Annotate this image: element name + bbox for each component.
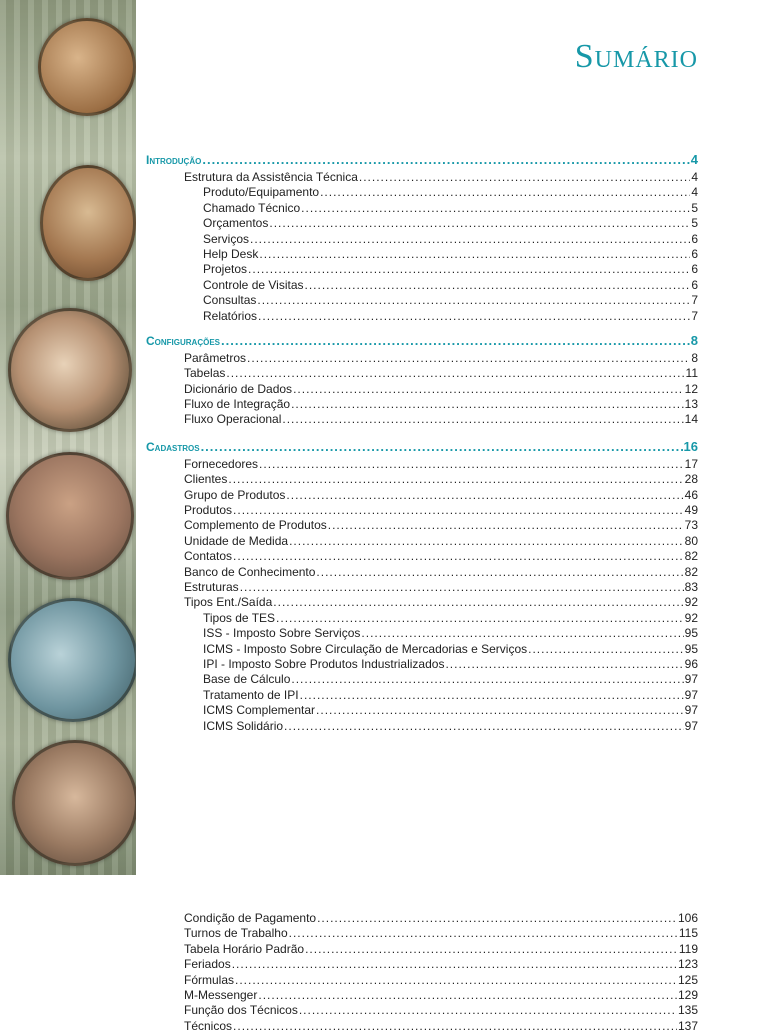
toc-entry-label: Fornecedores	[184, 456, 259, 471]
dot-leader	[233, 503, 684, 518]
dot-leader	[257, 293, 690, 308]
page-number: 97	[684, 672, 698, 687]
toc-entry-label: Tabelas	[184, 366, 226, 381]
page-number: 123	[677, 957, 698, 972]
dot-leader	[233, 1019, 677, 1034]
toc-entry-label: Feriados	[184, 957, 231, 972]
dot-leader	[259, 457, 684, 472]
toc-entry[interactable]	[146, 412, 698, 427]
dot-leader	[293, 382, 684, 397]
dot-leader	[201, 437, 683, 457]
page-number: 28	[684, 472, 698, 487]
toc-section-heading[interactable]	[146, 150, 698, 170]
toc-entry-label: Introdução	[146, 153, 202, 167]
dot-leader	[316, 565, 683, 580]
dot-leader	[528, 642, 684, 657]
toc-entry-label: Serviços	[203, 231, 250, 246]
toc-entry[interactable]	[146, 397, 698, 412]
dot-leader	[289, 534, 684, 549]
page-number: 7	[691, 293, 698, 308]
page-number: 96	[684, 656, 698, 671]
toc-entry-label: Fluxo de Integração	[184, 397, 291, 412]
toc-entry-label: Consultas	[203, 293, 257, 308]
dot-leader	[240, 580, 684, 595]
dot-leader	[232, 957, 677, 972]
dot-leader	[269, 216, 690, 231]
toc-entry[interactable]	[146, 309, 698, 324]
toc-entry[interactable]	[146, 988, 698, 1003]
toc-entry-label: Contatos	[184, 549, 233, 564]
toc-entry-label: Função dos Técnicos	[184, 1003, 298, 1018]
toc-entry-label: Relatórios	[203, 308, 258, 323]
dot-leader	[299, 1003, 677, 1018]
toc-entry[interactable]	[146, 1019, 698, 1034]
toc-entry-label: Banco de Conhecimento	[184, 564, 316, 579]
toc-entry[interactable]	[146, 595, 698, 610]
dot-leader	[235, 973, 677, 988]
page-number: 106	[677, 911, 698, 925]
toc-entry[interactable]	[146, 942, 698, 957]
dot-leader	[316, 703, 684, 718]
dot-leader	[305, 942, 678, 957]
toc-entry[interactable]	[146, 688, 698, 703]
page-number: 73	[684, 518, 698, 533]
page-number: 46	[684, 487, 698, 502]
toc-entry[interactable]	[146, 926, 698, 941]
dot-leader	[289, 926, 678, 941]
toc-entry[interactable]	[146, 642, 698, 657]
toc-entry-label: Tabela Horário Padrão	[184, 941, 305, 956]
toc-entry[interactable]	[146, 911, 698, 926]
toc-entry-label: Tipos de TES	[203, 610, 276, 625]
dot-leader	[328, 518, 684, 533]
page-number: 14	[684, 412, 698, 427]
page-number: 92	[684, 610, 698, 625]
table-of-contents-continuation	[146, 911, 698, 1034]
page-number: 11	[685, 366, 698, 381]
page-number: 97	[684, 718, 698, 733]
page-title: Sumário	[574, 38, 698, 75]
toc-entry-label: Tipos Ent./Saída	[184, 595, 273, 610]
toc-entry[interactable]	[146, 216, 698, 231]
toc-entry-label: ICMS Solidário	[203, 718, 284, 733]
toc-entry-label: Projetos	[203, 262, 248, 277]
toc-entry-label: Dicionário de Dados	[184, 381, 293, 396]
toc-entry-label: Condição de Pagamento	[184, 911, 317, 925]
toc-entry[interactable]	[146, 657, 698, 672]
toc-entry[interactable]	[146, 719, 698, 734]
page-number: 8	[691, 350, 698, 365]
page-number: 95	[684, 641, 698, 656]
dot-leader	[305, 278, 691, 293]
dot-leader	[250, 232, 690, 247]
toc-entry[interactable]	[146, 957, 698, 972]
toc-entry-label: Tratamento de IPI	[203, 687, 299, 702]
toc-entry[interactable]	[146, 973, 698, 988]
toc-entry[interactable]	[146, 170, 698, 185]
page-number: 4	[691, 185, 698, 200]
toc-entry-label: M-Messenger	[184, 987, 258, 1002]
toc-entry[interactable]	[146, 382, 698, 397]
dot-leader	[276, 611, 684, 626]
dot-leader	[247, 351, 690, 366]
toc-entry[interactable]	[146, 293, 698, 308]
toc-entry-label: Produtos	[184, 503, 233, 518]
toc-entry-label: Base de Cálculo	[203, 672, 291, 687]
page-number: 4	[690, 152, 698, 167]
toc-section-heading[interactable]	[146, 437, 698, 457]
toc-entry[interactable]	[146, 366, 698, 381]
toc-entry-label: Fórmulas	[184, 972, 235, 987]
toc-entry[interactable]	[146, 201, 698, 216]
page-number: 8	[690, 332, 698, 348]
toc-entry[interactable]	[146, 534, 698, 549]
toc-entry-label: Unidade de Medida	[184, 533, 289, 548]
page-number: 115	[678, 926, 698, 941]
toc-entry[interactable]	[146, 351, 698, 366]
coins-photo-icon	[40, 165, 136, 281]
toc-entry[interactable]	[146, 626, 698, 641]
page-number: 137	[677, 1018, 698, 1033]
toc-entry-label: IPI - Imposto Sobre Produtos Industrializados	[203, 656, 445, 671]
toc-entry-label: Turnos de Trabalho	[184, 926, 288, 941]
toc-entry-label: Estrutura da Assistência Técnica	[184, 170, 358, 184]
dot-leader	[233, 549, 684, 564]
dot-leader	[320, 185, 690, 200]
toc-entry[interactable]	[146, 565, 698, 580]
page-number: 49	[684, 503, 698, 518]
toc-entry[interactable]	[146, 703, 698, 718]
page-number: 6	[691, 246, 698, 261]
page-number: 135	[677, 1003, 698, 1018]
toc-section-heading[interactable]	[146, 331, 698, 351]
dot-leader	[226, 366, 684, 381]
toc-entry[interactable]	[146, 488, 698, 503]
toc-entry-label: Estruturas	[184, 579, 239, 594]
dot-leader	[291, 397, 684, 412]
toc-entry[interactable]	[146, 232, 698, 247]
dot-leader	[273, 595, 683, 610]
toc-entry-label: Controle de Visitas	[203, 277, 304, 292]
toc-entry-label: ICMS - Imposto Sobre Circulação de Mercadorias e Serviços	[203, 641, 528, 656]
worker-photo-icon	[8, 308, 132, 432]
page-number: 6	[691, 262, 698, 277]
coin-photo-icon	[38, 18, 136, 116]
toc-entry[interactable]	[146, 262, 698, 277]
page-number: 13	[684, 397, 698, 412]
technician-photo-icon	[12, 740, 136, 866]
toc-entry-label: Clientes	[184, 472, 228, 487]
page-number: 82	[684, 564, 698, 579]
page-number: 16	[683, 438, 698, 454]
dot-leader	[359, 170, 690, 185]
toc-entry[interactable]	[146, 503, 698, 518]
dot-leader	[258, 309, 690, 324]
dot-leader	[445, 657, 683, 672]
page-number: 129	[677, 987, 698, 1002]
toc-entry[interactable]	[146, 185, 698, 200]
page-number: 6	[691, 231, 698, 246]
page-number: 95	[684, 626, 698, 641]
telephone-photo-icon	[8, 598, 136, 722]
toc-entry-label: ISS - Imposto Sobre Serviços	[203, 626, 361, 641]
dot-leader	[221, 331, 690, 351]
toc-entry[interactable]	[146, 247, 698, 262]
page-number: 125	[677, 972, 698, 987]
toc-entry-label: Cadastros	[146, 439, 200, 454]
toc-entry-label: Fluxo Operacional	[184, 412, 282, 427]
toc-entry[interactable]	[146, 580, 698, 595]
dot-leader	[228, 472, 683, 487]
page-number: 82	[684, 549, 698, 564]
hands-photo-icon	[6, 452, 134, 580]
page-number: 80	[684, 533, 698, 548]
dot-leader	[300, 688, 684, 703]
dot-leader	[258, 988, 677, 1003]
dot-leader	[361, 626, 683, 641]
page-number: 83	[684, 579, 698, 594]
toc-entry[interactable]	[146, 278, 698, 293]
dot-leader	[202, 150, 689, 170]
toc-entry-label: Configurações	[146, 333, 221, 348]
toc-entry[interactable]	[146, 518, 698, 533]
toc-entry[interactable]	[146, 472, 698, 487]
toc-entry-label: Parâmetros	[184, 350, 247, 365]
toc-entry[interactable]	[146, 611, 698, 626]
decorative-photo-strip	[0, 0, 136, 875]
toc-entry[interactable]	[146, 457, 698, 472]
page-number: 5	[691, 216, 698, 231]
page-number: 6	[691, 277, 698, 292]
dot-leader	[284, 719, 684, 734]
toc-entry-label: Complemento de Produtos	[184, 518, 327, 533]
dot-leader	[317, 911, 677, 926]
page-number: 92	[684, 595, 698, 610]
page-number: 5	[691, 200, 698, 215]
page-number: 119	[678, 941, 698, 956]
dot-leader	[282, 412, 683, 427]
dot-leader	[248, 262, 690, 277]
toc-entry[interactable]	[146, 672, 698, 687]
page-number: 4	[691, 170, 698, 184]
toc-entry[interactable]	[146, 1003, 698, 1018]
toc-entry-label: Grupo de Produtos	[184, 487, 286, 502]
toc-entry-label: Técnicos	[184, 1018, 233, 1033]
dot-leader	[259, 247, 690, 262]
page-number: 97	[684, 687, 698, 702]
table-of-contents	[146, 150, 698, 734]
page-number: 12	[684, 381, 698, 396]
toc-entry-label: Produto/Equipamento	[203, 185, 320, 200]
dot-leader	[291, 672, 683, 687]
toc-entry-label: Help Desk	[203, 246, 259, 261]
page-number: 17	[684, 456, 698, 471]
toc-entry-label: Chamado Técnico	[203, 200, 301, 215]
toc-entry-label: Orçamentos	[203, 216, 269, 231]
page-number: 7	[691, 308, 698, 323]
toc-entry[interactable]	[146, 549, 698, 564]
toc-entry-label: ICMS Complementar	[203, 703, 316, 718]
dot-leader	[286, 488, 683, 503]
page-number: 97	[684, 703, 698, 718]
dot-leader	[301, 201, 690, 216]
